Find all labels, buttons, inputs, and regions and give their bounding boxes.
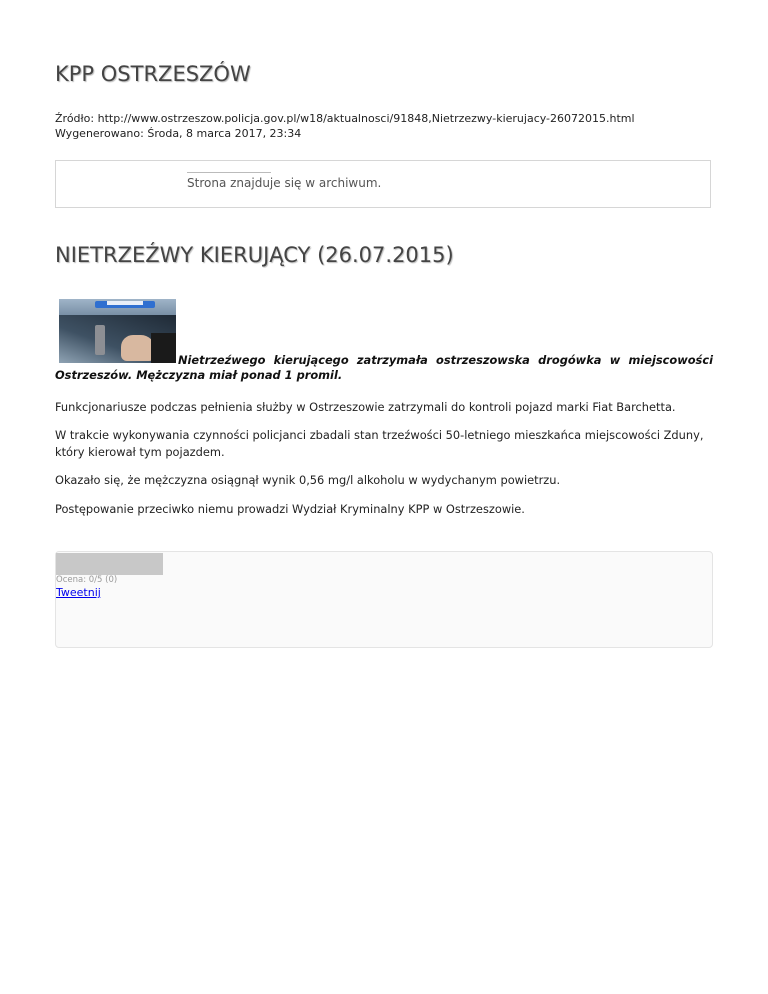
article-lead-text: Nietrzeźwego kierującego zatrzymała ostrzeszowska drogówka w miejscowości Ostrzeszów. Mężczyzna miał ponad 1 promil. xyxy=(55,353,713,382)
article-paragraph: W trakcie wykonywania czynności policjanci zbadali stan trzeźwości 50-letniego mieszkańca miejscowości Zduny, który kierował tym pojazdem. xyxy=(55,428,704,459)
site-title: KPP OSTRZESZÓW xyxy=(55,62,251,86)
archive-divider xyxy=(187,172,271,173)
source-label: Źródło: xyxy=(55,112,95,125)
breathalyzer xyxy=(95,325,105,355)
tweet-link[interactable]: Tweetnij xyxy=(56,586,101,599)
generated-line xyxy=(55,126,635,141)
rating-share-box xyxy=(55,551,713,648)
document-meta xyxy=(55,111,635,141)
generated-value: Środa, 8 marca 2017, 23:34 xyxy=(147,127,302,140)
archive-notice: Strona znajduje się w archiwum. xyxy=(187,176,382,190)
source-line xyxy=(55,111,635,126)
article-paragraph: Okazało się, że mężczyzna osiągnął wynik 0,56 mg/l alkoholu w wydychanym powietrzu. xyxy=(55,473,561,487)
generated-label: Wygenerowano: xyxy=(55,127,144,140)
article-paragraph: Funkcjonariusze podczas pełnienia służby w Ostrzeszowie zatrzymali do kontroli pojazd marki Fiat Barchetta. xyxy=(55,400,676,414)
article-title: NIETRZEŹWY KIERUJĄCY (26.07.2015) xyxy=(55,243,454,267)
source-url: http://www.ostrzeszow.policja.gov.pl/w18/aktualnosci/91848,Nietrzezwy-kierujacy-26072015.html xyxy=(97,112,635,125)
rating-stars[interactable] xyxy=(56,553,163,575)
archive-notice-box xyxy=(55,160,711,208)
article-lead xyxy=(55,353,713,383)
rating-text: Ocena: 0/5 (0) xyxy=(56,575,118,585)
article-paragraph: Postępowanie przeciwko niemu prowadzi Wydział Kryminalny KPP w Ostrzeszowie. xyxy=(55,502,525,516)
